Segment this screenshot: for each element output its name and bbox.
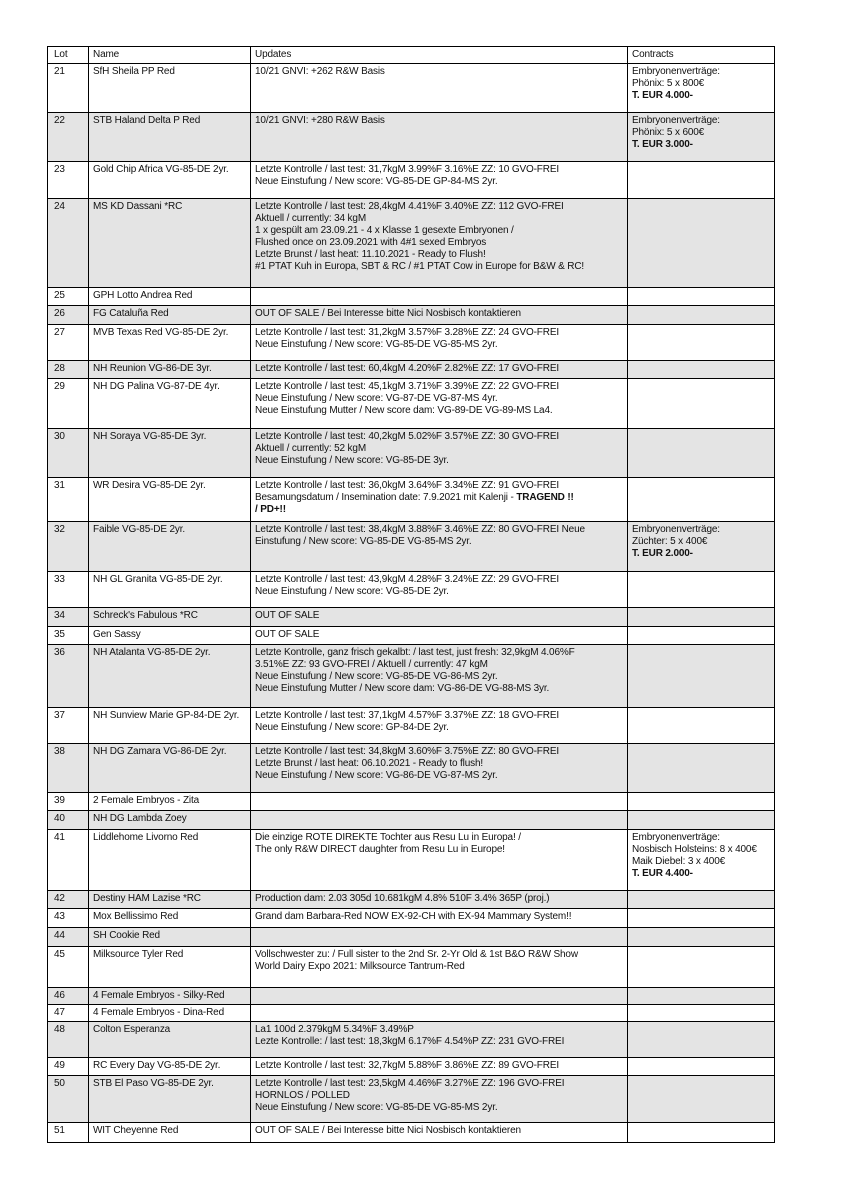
- catalog-table: [47, 46, 775, 1143]
- table-row: [48, 909, 774, 928]
- text-line: Schreck's Fabulous *RC: [93, 610, 198, 621]
- contracts-cell: [628, 793, 774, 810]
- text-line: 3.51%E ZZ: 93 GVO-FREI / Aktuell / currently: 47 kgM: [255, 659, 488, 670]
- contracts-cell: [628, 811, 774, 829]
- lot-cell: [48, 793, 89, 810]
- text-line: 22: [54, 115, 65, 126]
- table-row: [48, 947, 774, 988]
- lot-cell: [48, 830, 89, 890]
- lot-cell: [48, 64, 89, 112]
- updates-cell: [251, 608, 628, 626]
- text-line: Production dam: 2.03 305d 10.681kgM 4.8% 510F 3.4% 365P (proj.): [255, 893, 550, 904]
- text-line: Liddlehome Livorno Red: [93, 832, 199, 843]
- text-line: 51: [54, 1125, 65, 1136]
- lot-cell: [48, 627, 89, 644]
- table-row: [48, 608, 774, 627]
- contracts-cell: [628, 608, 774, 626]
- text-line: Neue Einstufung / New score: VG-87-DE VG-87-MS 4yr.: [255, 393, 498, 404]
- lot-cell: [48, 811, 89, 829]
- contracts-cell: [628, 1005, 774, 1021]
- contracts-cell: [628, 162, 774, 198]
- lot-cell: [48, 325, 89, 360]
- name-cell: [89, 162, 251, 198]
- updates-cell: [251, 988, 628, 1004]
- lot-cell: [48, 361, 89, 378]
- table-header-row: [48, 47, 774, 64]
- text-line: 24: [54, 201, 65, 212]
- text-line: GPH Lotto Andrea Red: [93, 290, 193, 301]
- text-line: OUT OF SALE / Bei Interesse bitte Nici Nosbisch kontaktieren: [255, 308, 521, 319]
- text-line: Die einzige ROTE DIREKTE Tochter aus Resu Lu in Europa! /: [255, 832, 521, 843]
- table-row: [48, 429, 774, 478]
- text-line: STB El Paso VG-85-DE 2yr.: [93, 1078, 214, 1089]
- text-line: Letzte Kontrolle / last test: 32,7kgM 5.88%F 3.86%E ZZ: 89 GVO-FREI: [255, 1060, 559, 1071]
- text-line: 26: [54, 308, 65, 319]
- text-line: Letzte Kontrolle / last test: 37,1kgM 4.57%F 3.37%E ZZ: 18 GVO-FREI: [255, 710, 559, 721]
- lot-cell: [48, 909, 89, 927]
- contracts-cell: [628, 947, 774, 987]
- text-line: Nosbisch Holsteins: 8 x 400€: [632, 844, 757, 855]
- text-line: Letzte Kontrolle / last test: 31,7kgM 3.99%F 3.16%E ZZ: 10 GVO-FREI: [255, 164, 559, 175]
- text-line: NH DG Zamara VG-86-DE 2yr.: [93, 746, 227, 757]
- text-line: Letzte Brunst / last heat: 11.10.2021 - Ready to Flush!: [255, 249, 486, 260]
- text-line: NH DG Lambda Zoey: [93, 813, 187, 824]
- name-cell: [89, 608, 251, 626]
- table-row: [48, 113, 774, 162]
- lot-cell: [48, 522, 89, 571]
- updates-cell: [251, 744, 628, 792]
- table-row: [48, 325, 774, 361]
- table-row: [48, 361, 774, 379]
- name-cell: [89, 1076, 251, 1122]
- text-line: Mox Bellissimo Red: [93, 911, 179, 922]
- contracts-cell: [628, 361, 774, 378]
- table-row: [48, 1005, 774, 1022]
- text-line: 1 x gespült am 23.09.21 - 4 x Klasse 1 gesexte Embryonen /: [255, 225, 514, 236]
- table-row: [48, 708, 774, 744]
- name-cell: [89, 478, 251, 521]
- text-line: 25: [54, 290, 65, 301]
- text-line: NH DG Palina VG-87-DE 4yr.: [93, 381, 220, 392]
- table-row: [48, 928, 774, 947]
- table-row: [48, 522, 774, 572]
- updates-cell: [251, 947, 628, 987]
- text-line: STB Haland Delta P Red: [93, 115, 201, 126]
- contracts-cell: [628, 522, 774, 571]
- table-row: [48, 891, 774, 909]
- text-line: Phönix: 5 x 600€: [632, 127, 705, 138]
- text-line: FG Cataluña Red: [93, 308, 169, 319]
- text-line: 36: [54, 647, 65, 658]
- contracts-cell: [628, 708, 774, 743]
- contracts-cell: [628, 988, 774, 1004]
- updates-cell: [251, 325, 628, 360]
- lot-cell: [48, 608, 89, 626]
- updates-cell: [251, 306, 628, 324]
- updates-cell: [251, 793, 628, 810]
- contracts-cell: [628, 306, 774, 324]
- text-line: Colton Esperanza: [93, 1024, 171, 1035]
- text-line: HORNLOS / POLLED: [255, 1090, 350, 1101]
- text-line: 2 Female Embryos - Zita: [93, 795, 200, 806]
- text-line: Gold Chip Africa VG-85-DE 2yr.: [93, 164, 229, 175]
- table-body: [48, 64, 774, 1142]
- contracts-cell: [628, 379, 774, 428]
- updates-cell: [251, 113, 628, 161]
- name-cell: [89, 325, 251, 360]
- lot-cell: [48, 928, 89, 946]
- updates-cell: [251, 909, 628, 927]
- text-line: Letzte Kontrolle / last test: 31,2kgM 3.57%F 3.28%E ZZ: 24 GVO-FREI: [255, 327, 559, 338]
- text-line: Einstufung / New score: VG-85-DE VG-85-MS 2yr.: [255, 536, 472, 547]
- text-line: MVB Texas Red VG-85-DE 2yr.: [93, 327, 229, 338]
- table-row: [48, 1022, 774, 1058]
- text-line: Letzte Kontrolle / last test: 60,4kgM 4.20%F 2.82%E ZZ: 17 GVO-FREI: [255, 363, 559, 374]
- text-line: Neue Einstufung Mutter / New score dam: VG-86-DE VG-88-MS 3yr.: [255, 683, 550, 694]
- updates-cell: [251, 162, 628, 198]
- lot-cell: [48, 1123, 89, 1142]
- updates-cell: [251, 891, 628, 908]
- text-line: 38: [54, 746, 65, 757]
- contracts-cell: [628, 744, 774, 792]
- contracts-cell: [628, 478, 774, 521]
- name-cell: [89, 379, 251, 428]
- text-line: WR Desira VG-85-DE 2yr.: [93, 480, 206, 491]
- text-line: 27: [54, 327, 65, 338]
- contracts-cell: [628, 909, 774, 927]
- text-line: 47: [54, 1007, 65, 1018]
- table-row: [48, 1123, 774, 1142]
- table-row: [48, 830, 774, 891]
- updates-cell: [251, 572, 628, 607]
- text-line: Aktuell / currently: 52 kgM: [255, 443, 366, 454]
- text-line: Maik Diebel: 3 x 400€: [632, 856, 726, 867]
- table-row: [48, 199, 774, 288]
- lot-cell: [48, 199, 89, 287]
- text-line: The only R&W DIRECT daughter from Resu Lu in Europe!: [255, 844, 505, 855]
- text-line: World Dairy Expo 2021: Milksource Tantrum-Red: [255, 961, 465, 972]
- text-line: Neue Einstufung / New score: VG-85-DE VG-85-MS 2yr.: [255, 339, 498, 350]
- column-header-lot: Lot: [48, 47, 89, 63]
- text-line: 31: [54, 480, 65, 491]
- name-cell: [89, 199, 251, 287]
- text-line: NH Sunview Marie GP-84-DE 2yr.: [93, 710, 240, 721]
- text-line: Neue Einstufung / New score: VG-85-DE VG-85-MS 2yr.: [255, 1102, 498, 1113]
- name-cell: [89, 1123, 251, 1142]
- text-line: Letzte Kontrolle / last test: 34,8kgM 3.60%F 3.75%E ZZ: 80 GVO-FREI: [255, 746, 559, 757]
- text-line: T. EUR 2.000-: [632, 548, 693, 559]
- text-line: Letzte Kontrolle / last test: 28,4kgM 4.41%F 3.40%E ZZ: 112 GVO-FREI: [255, 201, 564, 212]
- lot-cell: [48, 1005, 89, 1021]
- text-line: T. EUR 4.000-: [632, 90, 693, 101]
- lot-cell: [48, 947, 89, 987]
- updates-cell: [251, 1076, 628, 1122]
- table-row: [48, 572, 774, 608]
- contracts-cell: [628, 288, 774, 305]
- text-line: / PD+!!: [255, 504, 286, 515]
- text-line: Destiny HAM Lazise *RC: [93, 893, 201, 904]
- text-line: SH Cookie Red: [93, 930, 160, 941]
- text-line: Neue Einstufung / New score: GP-84-DE 2yr.: [255, 722, 449, 733]
- name-cell: [89, 891, 251, 908]
- name-cell: [89, 361, 251, 378]
- table-row: [48, 744, 774, 793]
- contracts-cell: [628, 1022, 774, 1057]
- updates-cell: [251, 64, 628, 112]
- updates-cell: [251, 288, 628, 305]
- table-row: [48, 645, 774, 708]
- text-line: Flushed once on 23.09.2021 with 4#1 sexed Embryos: [255, 237, 487, 248]
- text-line: Letzte Kontrolle / last test: 45,1kgM 3.71%F 3.39%E ZZ: 22 GVO-FREI: [255, 381, 559, 392]
- text-line: Neue Einstufung / New score: VG-86-DE VG-87-MS 2yr.: [255, 770, 498, 781]
- text-line: NH Soraya VG-85-DE 3yr.: [93, 431, 207, 442]
- table-row: [48, 162, 774, 199]
- name-cell: [89, 429, 251, 477]
- text-line: Letzte Kontrolle / last test: 38,4kgM 3.88%F 3.46%E ZZ: 80 GVO-FREI Neue: [255, 524, 585, 535]
- text-line: 46: [54, 990, 65, 1001]
- text-line: Gen Sassy: [93, 629, 141, 640]
- name-cell: [89, 1022, 251, 1057]
- updates-cell: [251, 429, 628, 477]
- text-line: 48: [54, 1024, 65, 1035]
- lot-cell: [48, 572, 89, 607]
- updates-cell: [251, 1123, 628, 1142]
- text-line: Neue Einstufung Mutter / New score dam: VG-89-DE VG-89-MS La4.: [255, 405, 553, 416]
- text-line: 10/21 GNVI: +262 R&W Basis: [255, 66, 385, 77]
- text-line: #1 PTAT Kuh in Europa, SBT & RC / #1 PTAT Cow in Europe for B&W & RC!: [255, 261, 585, 272]
- text-line: Vollschwester zu: / Full sister to the 2nd Sr. 2-Yr Old & 1st B&O R&W Show: [255, 949, 578, 960]
- table-row: [48, 988, 774, 1005]
- updates-cell: [251, 1022, 628, 1057]
- name-cell: [89, 64, 251, 112]
- table-row: [48, 1058, 774, 1076]
- text-line: Embryonenverträge:: [632, 832, 720, 843]
- text-line: Faible VG-85-DE 2yr.: [93, 524, 186, 535]
- text-line: Letzte Brunst / last heat: 06.10.2021 - Ready to flush!: [255, 758, 484, 769]
- name-cell: [89, 522, 251, 571]
- contracts-cell: [628, 1123, 774, 1142]
- text-line: 32: [54, 524, 65, 535]
- text-line: Milksource Tyler Red: [93, 949, 184, 960]
- contracts-cell: [628, 645, 774, 707]
- text-line: Züchter: 5 x 400€: [632, 536, 708, 547]
- name-cell: [89, 744, 251, 792]
- contracts-cell: [628, 830, 774, 890]
- table-row: [48, 288, 774, 306]
- name-cell: [89, 909, 251, 927]
- name-cell: [89, 947, 251, 987]
- contracts-cell: [628, 64, 774, 112]
- name-cell: [89, 113, 251, 161]
- table-row: [48, 793, 774, 811]
- text-line: 4 Female Embryos - Silky-Red: [93, 990, 225, 1001]
- text-line: La1 100d 2.379kgM 5.34%F 3.49%P: [255, 1024, 414, 1035]
- contracts-cell: [628, 1058, 774, 1075]
- lot-cell: [48, 708, 89, 743]
- text-line: OUT OF SALE: [255, 610, 320, 621]
- text-line: 37: [54, 710, 65, 721]
- text-line: OUT OF SALE: [255, 629, 320, 640]
- text-line: T. EUR 4.400-: [632, 868, 693, 879]
- text-line: 45: [54, 949, 65, 960]
- lot-cell: [48, 288, 89, 305]
- table-row: [48, 811, 774, 830]
- text-line: NH Reunion VG-86-DE 3yr.: [93, 363, 212, 374]
- contracts-cell: [628, 199, 774, 287]
- table-row: [48, 478, 774, 522]
- text-line: Grand dam Barbara-Red NOW EX-92-CH with EX-94 Mammary System!!: [255, 911, 572, 922]
- lot-cell: [48, 429, 89, 477]
- column-header-updates: Updates: [251, 47, 628, 63]
- lot-cell: [48, 1076, 89, 1122]
- updates-cell: [251, 708, 628, 743]
- name-cell: [89, 627, 251, 644]
- contracts-cell: [628, 891, 774, 908]
- text-line: Embryonenverträge:: [632, 115, 720, 126]
- lot-cell: [48, 1022, 89, 1057]
- column-header-name: Name: [89, 47, 251, 63]
- updates-cell: [251, 811, 628, 829]
- lot-cell: [48, 306, 89, 324]
- text-line: 40: [54, 813, 65, 824]
- contracts-cell: [628, 429, 774, 477]
- text-line: Letzte Kontrolle / last test: 43,9kgM 4.28%F 3.24%E ZZ: 29 GVO-FREI: [255, 574, 559, 585]
- updates-cell: [251, 478, 628, 521]
- updates-cell: [251, 645, 628, 707]
- name-cell: [89, 793, 251, 810]
- text-line: Neue Einstufung / New score: VG-85-DE GP-84-MS 2yr.: [255, 176, 498, 187]
- updates-cell: [251, 928, 628, 946]
- text-line: Embryonenverträge:: [632, 66, 720, 77]
- lot-cell: [48, 1058, 89, 1075]
- text-line: 35: [54, 629, 65, 640]
- lot-cell: [48, 645, 89, 707]
- updates-cell: [251, 830, 628, 890]
- text-line: Letzte Kontrolle, ganz frisch gekalbt: / last test, just fresh: 32,9kgM 4.06%F: [255, 647, 575, 658]
- lot-cell: [48, 478, 89, 521]
- updates-cell: [251, 1058, 628, 1075]
- lot-cell: [48, 162, 89, 198]
- text-line: 39: [54, 795, 65, 806]
- text-line: SfH Sheila PP Red: [93, 66, 175, 77]
- table-row: [48, 306, 774, 325]
- text-line: Besamungsdatum / Insemination date: 7.9.2021 mit Kalenji - TRAGEND !!: [255, 492, 574, 503]
- text-line: OUT OF SALE / Bei Interesse bitte Nici Nosbisch kontaktieren: [255, 1125, 521, 1136]
- name-cell: [89, 811, 251, 829]
- updates-cell: [251, 379, 628, 428]
- lot-cell: [48, 744, 89, 792]
- lot-cell: [48, 113, 89, 161]
- text-line: Neue Einstufung / New score: VG-85-DE 2yr.: [255, 586, 449, 597]
- table-row: [48, 627, 774, 645]
- text-line: 30: [54, 431, 65, 442]
- text-line: Neue Einstufung / New score: VG-85-DE VG-86-MS 2yr.: [255, 671, 498, 682]
- text-line: Letzte Kontrolle / last test: 40,2kgM 5.02%F 3.57%E ZZ: 30 GVO-FREI: [255, 431, 559, 442]
- text-line: Letzte Kontrolle / last test: 36,0kgM 3.64%F 3.34%E ZZ: 91 GVO-FREI: [255, 480, 559, 491]
- name-cell: [89, 288, 251, 305]
- text-line: 50: [54, 1078, 65, 1089]
- text-line: MS KD Dassani *RC: [93, 201, 183, 212]
- text-line: 49: [54, 1060, 65, 1071]
- text-line: NH GL Granita VG-85-DE 2yr.: [93, 574, 223, 585]
- text-line: NH Atalanta VG-85-DE 2yr.: [93, 647, 211, 658]
- updates-cell: [251, 627, 628, 644]
- updates-cell: [251, 522, 628, 571]
- text-line: Embryonenverträge:: [632, 524, 720, 535]
- table-row: [48, 64, 774, 113]
- lot-cell: [48, 379, 89, 428]
- text-line: 21: [54, 66, 65, 77]
- contracts-cell: [628, 572, 774, 607]
- table-row: [48, 1076, 774, 1123]
- text-line: 29: [54, 381, 65, 392]
- text-line: RC Every Day VG-85-DE 2yr.: [93, 1060, 221, 1071]
- name-cell: [89, 645, 251, 707]
- table-row: [48, 379, 774, 429]
- contracts-cell: [628, 325, 774, 360]
- name-cell: [89, 988, 251, 1004]
- text-line: 33: [54, 574, 65, 585]
- updates-cell: [251, 199, 628, 287]
- text-line: Phönix: 5 x 800€: [632, 78, 705, 89]
- name-cell: [89, 306, 251, 324]
- updates-cell: [251, 361, 628, 378]
- text-line: Aktuell / currently: 34 kgM: [255, 213, 366, 224]
- text-line: WIT Cheyenne Red: [93, 1125, 179, 1136]
- name-cell: [89, 708, 251, 743]
- text-line: 10/21 GNVI: +280 R&W Basis: [255, 115, 385, 126]
- text-line: 44: [54, 930, 65, 941]
- name-cell: [89, 1058, 251, 1075]
- name-cell: [89, 572, 251, 607]
- lot-cell: [48, 988, 89, 1004]
- contracts-cell: [628, 627, 774, 644]
- text-line: 23: [54, 164, 65, 175]
- text-line: Lezte Kontrolle: / last test: 18,3kgM 6.17%F 4.54%P ZZ: 231 GVO-FREI: [255, 1036, 565, 1047]
- text-line: 28: [54, 363, 65, 374]
- name-cell: [89, 830, 251, 890]
- updates-cell: [251, 1005, 628, 1021]
- column-header-contracts: Contracts: [632, 49, 674, 60]
- text-line: Neue Einstufung / New score: VG-85-DE 3yr.: [255, 455, 449, 466]
- text-line: 34: [54, 610, 65, 621]
- text-line: 43: [54, 911, 65, 922]
- lot-cell: [48, 891, 89, 908]
- contracts-cell: [628, 928, 774, 946]
- text-line: T. EUR 3.000-: [632, 139, 693, 150]
- text-line: Letzte Kontrolle / last test: 23,5kgM 4.46%F 3.27%E ZZ: 196 GVO-FREI: [255, 1078, 565, 1089]
- text-line: 4 Female Embryos - Dina-Red: [93, 1007, 224, 1018]
- text-line: 41: [54, 832, 65, 843]
- contracts-cell: [628, 113, 774, 161]
- name-cell: [89, 1005, 251, 1021]
- text-line: 42: [54, 893, 65, 904]
- name-cell: [89, 928, 251, 946]
- contracts-cell: [628, 1076, 774, 1122]
